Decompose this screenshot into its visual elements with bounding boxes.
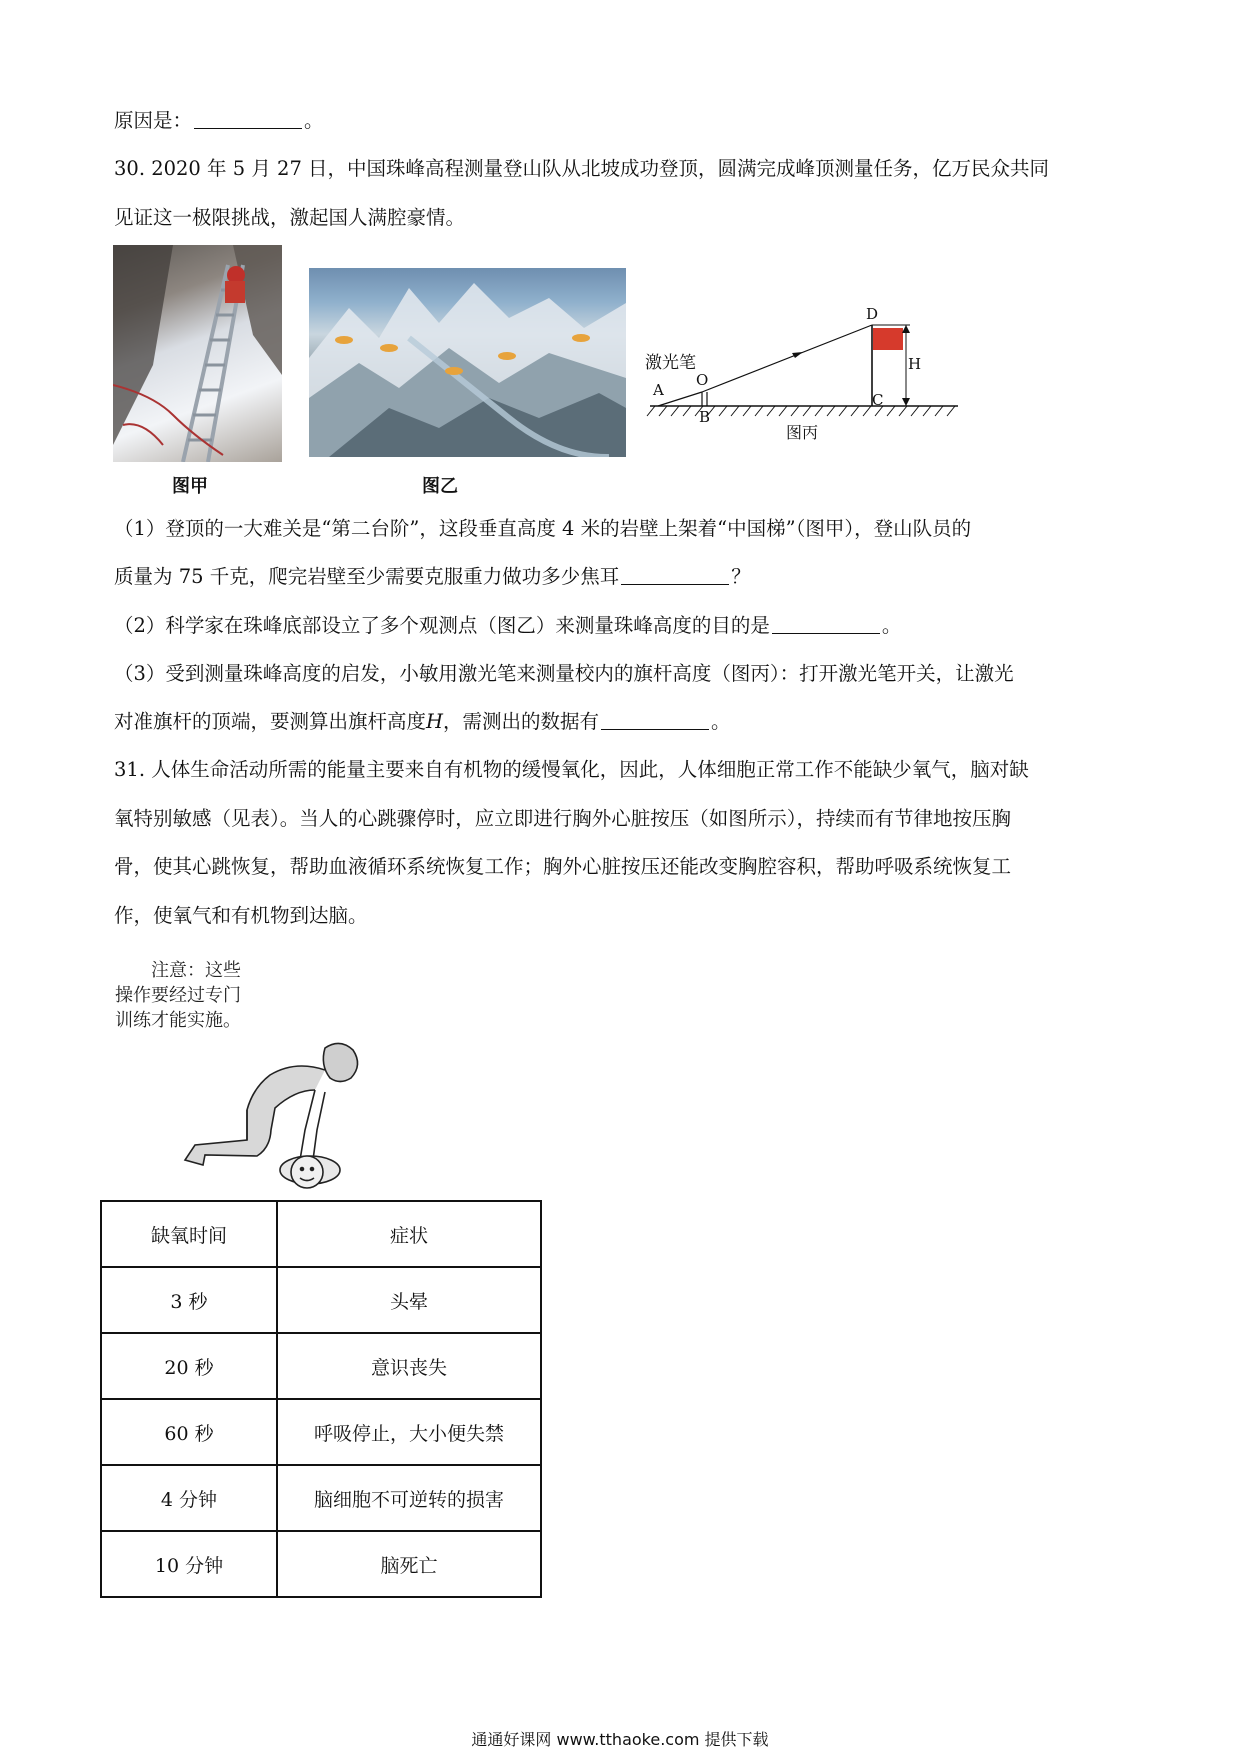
q30-line-2: 见证这一极限挑战，激起国人满腔豪情。 — [114, 206, 466, 229]
q31-line-4: 作，使氧气和有机物到达脑。 — [114, 904, 368, 927]
cell-duration: 60 秒 — [101, 1399, 277, 1465]
cell-duration: 3 秒 — [101, 1267, 277, 1333]
q30-line-1: 30. 2020 年 5 月 27 日，中国珠峰高程测量登山队从北坡成功登顶，圆满完成峰顶测量任务，亿万民众共同 — [114, 157, 1050, 180]
ladder-illustration — [113, 245, 282, 462]
laser-pen-label: 激光笔 — [645, 353, 696, 373]
point-d-label: D — [866, 305, 879, 323]
q31-line-2: 氧特别敏感（见表）。当人的心跳骤停时，应立即进行胸外心脏按压（如图所示），持续而有节律地按压胸 — [114, 807, 1012, 830]
q30-part2-line: （2）科学家在珠峰底部设立了多个观测点（图乙）来测量珠峰高度的目的是 。 — [114, 614, 902, 637]
fig-b-caption: 图乙 — [422, 476, 458, 497]
flag-icon — [873, 328, 903, 350]
table-row — [101, 1333, 541, 1399]
height-h-label: H — [908, 355, 922, 373]
table-row — [101, 1531, 541, 1597]
fig-a-caption: 图甲 — [172, 476, 208, 497]
cell-symptom: 脑死亡 — [277, 1531, 541, 1597]
q30-part3-line-2: 对准旗杆的顶端，要测算出旗杆高度H，需测出的数据有 。 — [114, 710, 731, 733]
point-o-label: O — [696, 371, 709, 389]
q30-part3-line-1: （3）受到测量珠峰高度的启发，小敏用激光笔来测量校内的旗杆高度（图丙）：打开激光笔开关，让激光 — [114, 662, 1014, 685]
cell-duration: 10 分钟 — [101, 1531, 277, 1597]
ladder-climbing-photo — [113, 245, 282, 462]
table-row — [101, 1399, 541, 1465]
oxygen-deprivation-table — [100, 1200, 542, 1598]
cell-duration: 20 秒 — [101, 1333, 277, 1399]
header-duration: 缺氧时间 — [101, 1201, 277, 1267]
cell-duration: 4 分钟 — [101, 1465, 277, 1531]
page-footer: 通通好课网 www.tthaoke.com 提供下载 — [471, 1730, 769, 1749]
point-a-label: A — [653, 381, 664, 399]
cell-symptom: 头晕 — [277, 1267, 541, 1333]
answer-blank[interactable] — [772, 613, 880, 634]
point-b-label: B — [699, 408, 711, 426]
mountain-observation-map — [309, 268, 626, 457]
q31-line-3: 骨，使其心跳恢复，帮助血液循环系统恢复工作；胸外心脏按压还能改变胸腔容积，帮助呼吸系统恢复工 — [114, 855, 1012, 878]
answer-blank[interactable] — [194, 108, 302, 129]
cell-symptom: 脑细胞不可逆转的损害 — [277, 1465, 541, 1531]
cpr-illustration — [175, 1030, 390, 1195]
cell-symptom: 意识丧失 — [277, 1333, 541, 1399]
table-header-row — [101, 1201, 541, 1267]
q30-part1-line-2: 质量为 75 千克，爬完岩壁至少需要克服重力做功多少焦耳 ？ — [114, 565, 751, 588]
table-row — [101, 1267, 541, 1333]
cpr-note: 注意：这些 操作要经过专门 训练才能实施。 — [115, 960, 241, 1031]
line-reason: 原因是： 。 — [114, 109, 324, 132]
mountain-terrain — [309, 268, 626, 457]
header-symptom: 症状 — [277, 1201, 541, 1267]
q31-line-1: 31. 人体生命活动所需的能量主要来自有机物的缓慢氧化，因此，人体细胞正常工作不能缺少氧气，脑对缺 — [114, 758, 1029, 781]
answer-blank[interactable] — [601, 709, 709, 730]
q30-part1-line-1: （1）登顶的一大难关是“第二台阶”，这段垂直高度 4 米的岩壁上架着“中国梯”（图甲），登山队员的 — [114, 517, 972, 540]
answer-blank[interactable] — [621, 564, 729, 585]
table-row — [101, 1465, 541, 1531]
point-c-label: C — [872, 391, 884, 409]
cell-symptom: 呼吸停止，大小便失禁 — [277, 1399, 541, 1465]
fig-c-caption: 图丙 — [786, 423, 819, 442]
